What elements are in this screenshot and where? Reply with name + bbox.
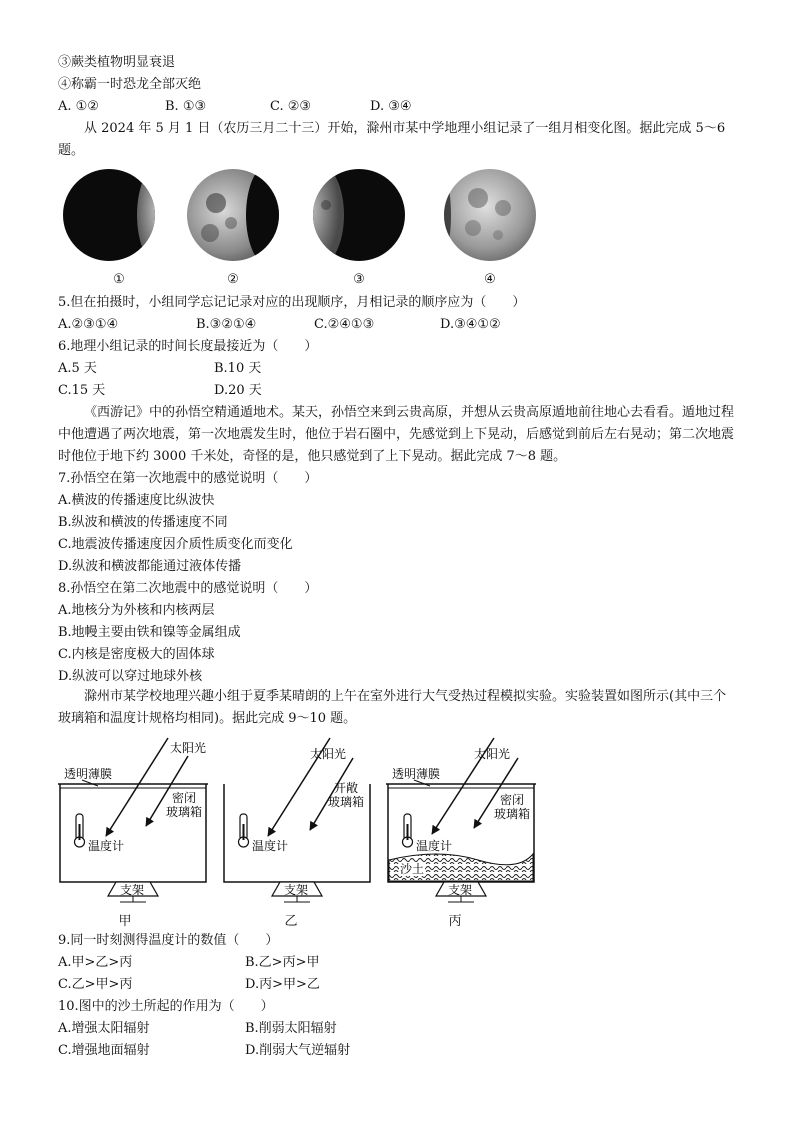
q9-stem: 9.同一时刻测得温度计的数值（ ） <box>58 933 279 948</box>
box-yi <box>224 738 370 902</box>
q6-option-a: A.5 天 <box>58 361 97 376</box>
q6-option-d: D.20 天 <box>214 383 262 398</box>
diagram-label-yi: 乙 <box>284 914 298 929</box>
q8-stem: 8.孙悟空在第二次地震中的感觉说明（ ） <box>58 581 318 596</box>
q10-option-c: C.增强地面辐射 <box>58 1043 150 1058</box>
open-label-yi-2: 玻璃箱 <box>328 795 365 809</box>
statement-4: ④称霸一时恐龙全部灭绝 <box>58 77 202 92</box>
q5-option-d: D.③④①② <box>440 317 501 332</box>
stand-label-bing: 支架 <box>448 883 473 897</box>
q10-option-d: D.削弱大气逆辐射 <box>245 1043 351 1058</box>
sealed-label-jia-2: 玻璃箱 <box>166 805 203 819</box>
q10-stem: 10.图中的沙土所起的作用为（ ） <box>58 999 274 1014</box>
moon-photo-4 <box>443 163 537 267</box>
prev-option-b: B. ①③ <box>165 99 207 114</box>
film-label-jia: 透明薄膜 <box>64 767 113 781</box>
prev-option-a: A. ①② <box>58 99 99 114</box>
stand-label-yi: 支架 <box>284 883 309 897</box>
q8-option-a: A.地核分为外核和内核两层 <box>58 603 215 618</box>
q9-option-c: C.乙>甲>丙 <box>58 977 133 992</box>
q6-stem: 6.地理小组记录的时间长度最接近为（ ） <box>58 339 318 354</box>
q10-option-a: A.增强太阳辐射 <box>58 1021 150 1036</box>
moon-label-4: ④ <box>484 272 496 287</box>
experiment-intro: 滁州市某学校地理兴趣小组于夏季某晴朗的上午在室外进行大气受热过程模拟实验。实验装置如图所示(其中三个玻璃箱和温度计规格均相同)。据此完成 9～10 题。 <box>58 689 727 726</box>
q7-stem: 7.孙悟空在第一次地震中的感觉说明（ ） <box>58 471 318 486</box>
q10-option-b: B.削弱太阳辐射 <box>245 1021 337 1036</box>
statement-3: ③蕨类植物明显衰退 <box>58 55 176 70</box>
moon-photo-3 <box>312 163 406 267</box>
sunlight-label-jia: 太阳光 <box>170 741 207 755</box>
q7-option-b: B.纵波和横波的传播速度不同 <box>58 515 228 530</box>
q5-option-a: A.②③①④ <box>58 317 119 332</box>
moon-intro: 从 2024 年 5 月 1 日（农历三月二十三）开始，滁州市某中学地理小组记录了一组月相变化图。据此完成 5～6 题。 <box>58 121 726 158</box>
q5-option-c: C.②④①③ <box>314 317 375 332</box>
box-jia <box>58 738 208 902</box>
q8-option-d: D.纵波可以穿过地球外核 <box>58 669 203 684</box>
q6-option-b: B.10 天 <box>214 361 262 376</box>
experiment-diagram <box>58 736 548 911</box>
stand-label-jia: 支架 <box>120 883 145 897</box>
q5-option-b: B.③②①④ <box>196 317 257 332</box>
q8-option-b: B.地幔主要由铁和镍等金属组成 <box>58 625 241 640</box>
sealed-label-bing-2: 玻璃箱 <box>494 807 531 821</box>
q9-option-a: A.甲>乙>丙 <box>58 955 133 970</box>
thermometer-label-jia: 温度计 <box>88 839 125 853</box>
xiyouji-intro: 《西游记》中的孙悟空精通遁地术。某天，孙悟空来到云贵高原，并想从云贵高原遁地前往地心去看看。遁地过程中他遭遇了两次地震，第一次地震发生时，他位于岩石圈中，先感觉到上下晃动，后感觉到前后左右晃动；第二次地震时他位于地下约 3000 千米处，奇怪的是，他只感觉到了上下晃动。据此完成 7～8 题。 <box>58 405 735 464</box>
q6-option-c: C.15 天 <box>58 383 106 398</box>
q7-option-a: A.横波的传播速度比纵波快 <box>58 493 215 508</box>
q9-option-b: B.乙>丙>甲 <box>245 955 320 970</box>
thermometer-label-bing: 温度计 <box>416 839 453 853</box>
q9-option-d: D.丙>甲>乙 <box>245 977 320 992</box>
moon-photo-1 <box>62 163 156 267</box>
moon-photo-2 <box>186 163 280 267</box>
prev-option-c: C. ②③ <box>270 99 312 114</box>
q8-option-c: C.内核是密度极大的固体球 <box>58 647 215 662</box>
prev-option-d: D. ③④ <box>370 99 412 114</box>
moon-label-1: ① <box>113 272 125 287</box>
sunlight-label-bing: 太阳光 <box>474 747 511 761</box>
box-bing <box>386 738 536 902</box>
q7-option-c: C.地震波传播速度因介质性质变化而变化 <box>58 537 293 552</box>
diagram-label-jia: 甲 <box>118 914 132 929</box>
moon-label-2: ② <box>227 272 239 287</box>
q7-option-d: D.纵波和横波都能通过液体传播 <box>58 559 242 574</box>
sunlight-label-yi: 太阳光 <box>310 747 347 761</box>
open-label-yi-1: 开敞 <box>334 781 359 795</box>
sand-label: 沙土 <box>400 862 425 876</box>
thermometer-label-yi: 温度计 <box>252 839 289 853</box>
q5-stem: 5.但在拍摄时，小组同学忘记记录对应的出现顺序，月相记录的顺序应为（ ） <box>58 295 526 310</box>
moon-label-3: ③ <box>353 272 365 287</box>
sealed-label-jia-1: 密闭 <box>172 791 197 805</box>
sealed-label-bing-1: 密闭 <box>500 793 525 807</box>
film-label-bing: 透明薄膜 <box>392 767 441 781</box>
diagram-label-bing: 丙 <box>448 914 462 929</box>
